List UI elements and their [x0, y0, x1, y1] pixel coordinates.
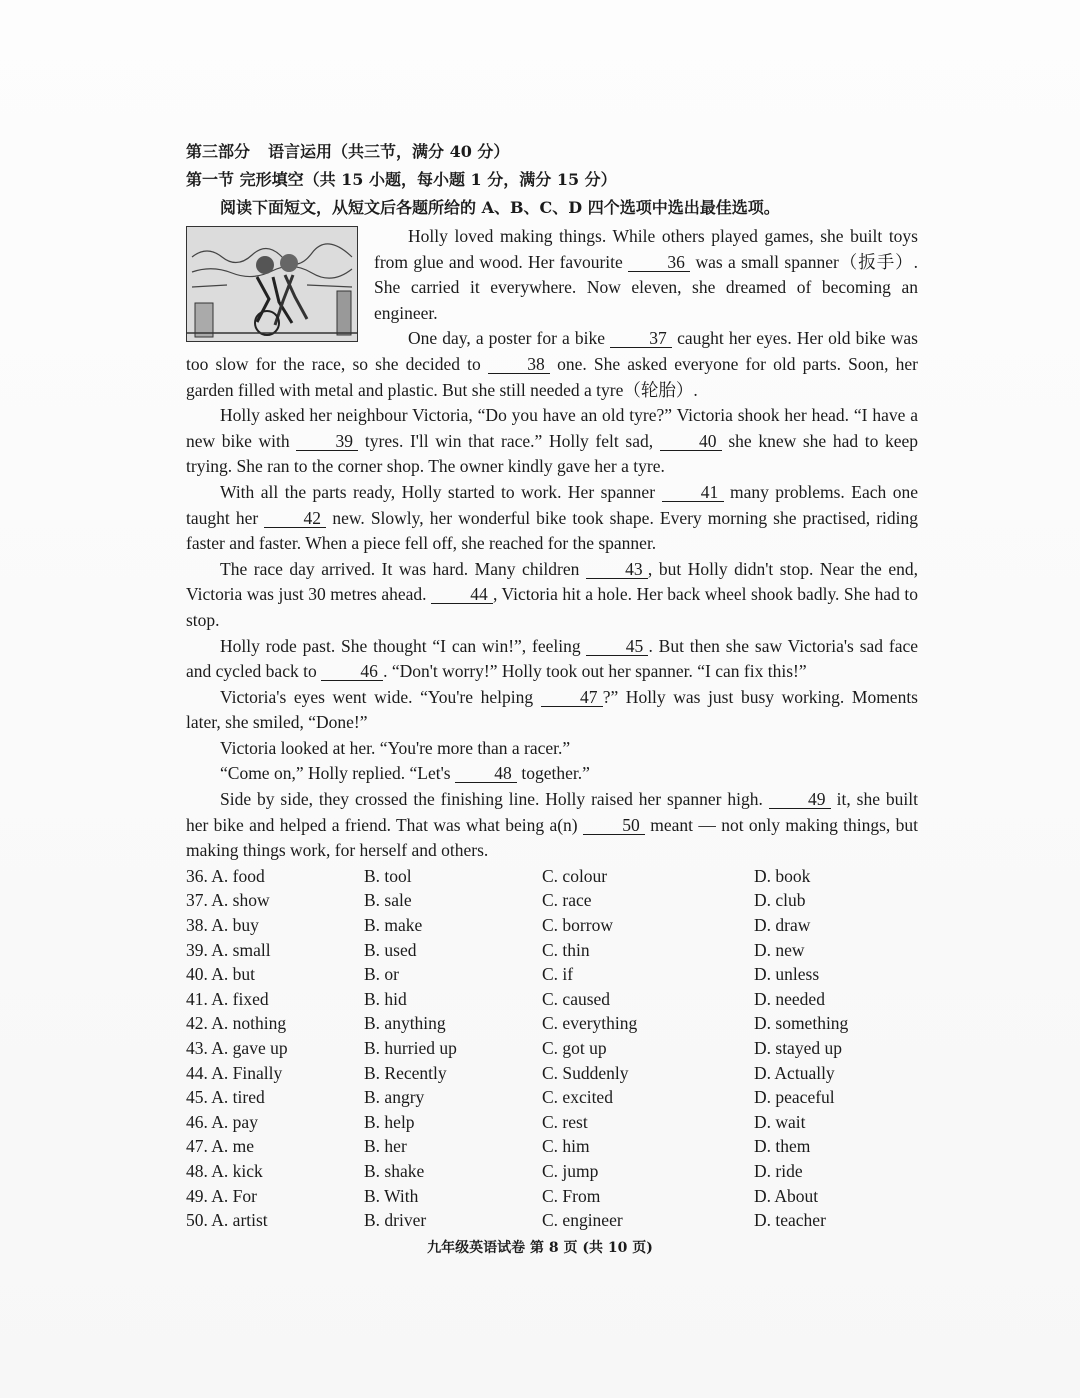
- passage-text: ?” Holly was just busy working. Moments later, she smiled, “Done!”: [186, 686, 918, 733]
- option-d: D. them: [754, 1136, 811, 1157]
- option-b: B. angry: [364, 1087, 425, 1108]
- passage-paragraph: [186, 403, 918, 480]
- option-a: 44. A. Finally: [186, 1062, 283, 1083]
- content: [186, 138, 918, 1233]
- option-a: 39. A. small: [186, 939, 271, 960]
- passage-paragraph: [186, 685, 918, 736]
- blank-37: 37: [610, 329, 672, 348]
- blank-46: 46: [321, 662, 383, 681]
- passage-text: . “Don't worry!” Holly took out her spanner. “I can fix this!”: [383, 661, 807, 682]
- option-row: [186, 1184, 918, 1209]
- option-c: C. engineer: [542, 1210, 623, 1231]
- passage-paragraph: [186, 761, 918, 787]
- option-b: B. anything: [364, 1013, 446, 1034]
- option-row: [186, 888, 918, 913]
- passage-text: . But then she saw Victoria's sad face and cycled back to: [186, 635, 918, 682]
- passage-text: “Come on,” Holly replied. “Let's: [220, 763, 455, 784]
- blank-45: 45: [586, 637, 648, 656]
- passage-text: caught her eyes. Her old bike was too slow for the race, so she decided to: [186, 328, 918, 374]
- option-a: 45. A. tired: [186, 1087, 265, 1108]
- option-d: D. something: [754, 1013, 849, 1034]
- passage-text: With all the parts ready, Holly started to work. Her spanner: [220, 481, 662, 502]
- option-c: C. jump: [542, 1160, 599, 1181]
- option-d: D. draw: [754, 915, 811, 936]
- passage-text: Holly loved making things. While others played games, she built toys from glue and wood. Her favourite: [374, 226, 918, 272]
- blank-44: 44: [431, 585, 493, 604]
- passage-text: one. She asked everyone for old parts. Soon, her garden filled with metal and plastic. But she still needed a tyre（轮胎）.: [186, 353, 918, 400]
- option-d: D. new: [754, 939, 805, 960]
- option-d: D. needed: [754, 988, 825, 1009]
- passage-text: , Victoria hit a hole. Her back wheel shook badly. She had to stop.: [186, 584, 919, 630]
- option-a: 43. A. gave up: [186, 1038, 288, 1058]
- passage-text: Victoria looked at her. “You're more than a racer.”: [220, 737, 571, 758]
- section-subtitle: 语言运用（共三节，满分 40 分）: [268, 142, 510, 161]
- option-d: D. unless: [754, 964, 820, 985]
- option-c: C. got up: [542, 1038, 607, 1058]
- option-row: [186, 913, 918, 938]
- passage-text: she knew she had to keep trying. She ran to the corner shop. The owner kindly gave her a tyre.: [186, 430, 918, 477]
- option-c: C. excited: [542, 1087, 613, 1108]
- option-row: [186, 962, 918, 987]
- passage-text: Victoria's eyes went wide. “You're helping: [220, 686, 541, 707]
- option-c: C. everything: [542, 1013, 638, 1034]
- section-header: [186, 138, 918, 166]
- option-d: D. teacher: [754, 1210, 826, 1231]
- option-c: C. him: [542, 1136, 590, 1157]
- option-b: B. Recently: [364, 1062, 447, 1083]
- option-b: B. or: [364, 964, 399, 985]
- option-a: 37. A. show: [186, 890, 270, 911]
- option-row: [186, 864, 918, 889]
- blank-38: 38: [488, 355, 550, 374]
- option-b: B. shake: [364, 1160, 425, 1181]
- blank-43: 43: [586, 560, 648, 579]
- passage-text: Holly asked her neighbour Victoria, “Do you have an old tyre?” Victoria shook her head. “I have a new bike with: [186, 405, 918, 451]
- option-c: C. colour: [542, 865, 608, 886]
- option-row: [186, 938, 918, 963]
- story-illustration: [186, 226, 358, 342]
- option-row: [186, 1208, 918, 1233]
- option-a: 48. A. kick: [186, 1160, 263, 1181]
- option-c: C. rest: [542, 1111, 588, 1132]
- passage-text: One day, a poster for a bike: [408, 328, 611, 349]
- option-c: C. thin: [542, 939, 590, 960]
- option-b: B. hurried up: [364, 1038, 457, 1058]
- option-row: [186, 1085, 918, 1110]
- passage-text: Holly rode past. She thought “I can win!”, feeling: [220, 635, 587, 656]
- passage-paragraph: [186, 557, 918, 634]
- option-b: B. With: [364, 1185, 419, 1206]
- answer-options: [186, 864, 918, 1233]
- option-a: 49. A. For: [186, 1185, 257, 1206]
- option-b: B. used: [364, 939, 417, 960]
- option-row: [186, 1011, 918, 1036]
- option-c: C. if: [542, 964, 574, 985]
- blank-40: 40: [660, 432, 722, 451]
- option-b: B. sale: [364, 890, 412, 911]
- passage-text: many problems. Each one taught her: [186, 481, 918, 528]
- option-b: B. make: [364, 915, 423, 936]
- option-d: D. Actually: [754, 1062, 835, 1083]
- passage-text: new. Slowly, her wonderful bike took shape. Every morning she practised, riding faster and faster. When a piece fell off, she reached for the spanner.: [186, 507, 918, 554]
- option-c: C. From: [542, 1185, 601, 1206]
- option-a: 41. A. fixed: [186, 988, 269, 1009]
- option-a: 38. A. buy: [186, 915, 259, 936]
- option-c: C. borrow: [542, 915, 613, 936]
- option-a: 42. A. nothing: [186, 1013, 287, 1034]
- option-d: D. wait: [754, 1111, 806, 1132]
- blank-42: 42: [264, 509, 326, 528]
- option-row: [186, 1036, 918, 1061]
- option-a: 40. A. but: [186, 964, 256, 985]
- option-row: [186, 1061, 918, 1086]
- option-c: C. race: [542, 890, 592, 911]
- option-row: [186, 1159, 918, 1184]
- blank-41: 41: [662, 483, 724, 502]
- option-b: B. her: [364, 1136, 407, 1157]
- option-c: C. Suddenly: [542, 1062, 629, 1083]
- option-d: D. ride: [754, 1160, 803, 1181]
- option-b: B. help: [364, 1111, 415, 1132]
- option-a: 36. A. food: [186, 865, 265, 886]
- instruction: 阅读下面短文，从短文后各题所给的 A、B、C、D 四个选项中选出最佳选项。: [220, 198, 780, 217]
- option-d: D. club: [754, 890, 806, 911]
- option-d: D. stayed up: [754, 1038, 842, 1058]
- option-c: C. caused: [542, 988, 611, 1009]
- passage-text: together.”: [516, 763, 590, 784]
- option-d: D. book: [754, 865, 811, 886]
- option-d: D. About: [754, 1185, 819, 1206]
- option-row: [186, 1110, 918, 1135]
- passage-paragraph: [186, 634, 918, 685]
- option-a: 50. A. artist: [186, 1210, 268, 1231]
- blank-50: 50: [583, 816, 645, 835]
- option-row: [186, 987, 918, 1012]
- passage-paragraph: [186, 736, 918, 762]
- option-d: D. peaceful: [754, 1087, 835, 1108]
- option-a: 46. A. pay: [186, 1111, 258, 1132]
- option-a: 47. A. me: [186, 1136, 255, 1157]
- blank-47: 47: [541, 688, 603, 707]
- blank-39: 39: [296, 432, 358, 451]
- passage-text: Side by side, they crossed the finishing line. Holly raised her spanner high.: [220, 789, 769, 810]
- passage-text: , but Holly didn't stop. Near the end, Victoria was just 30 metres ahead.: [186, 558, 918, 605]
- passage-paragraph: [186, 480, 918, 557]
- passage-text: it, she built her bike and helped a friend. That was what being a(n): [186, 789, 918, 835]
- page-footer: 九年级英语试卷 第 8 页 (共 10 页): [427, 1240, 653, 1256]
- option-b: B. driver: [364, 1210, 427, 1231]
- blank-49: 49: [769, 790, 831, 809]
- passage: [186, 224, 918, 864]
- passage-text: was a small spanner（扳手）. She carried it everywhere. Now eleven, she dreamed of becoming an engineer.: [374, 251, 919, 323]
- section-title: 第三部分: [186, 142, 251, 161]
- option-b: B. tool: [364, 865, 412, 886]
- option-b: B. hid: [364, 988, 407, 1009]
- part-title: 第一节 完形填空（共 15 小题，每小题 1 分，满分 15 分）: [186, 170, 617, 189]
- passage-paragraph: [186, 787, 918, 864]
- blank-36: 36: [628, 253, 690, 272]
- blank-48: 48: [455, 764, 517, 783]
- passage-text: meant — not only making things, but making things work, for herself and others.: [186, 814, 918, 861]
- passage-text: tyres. I'll win that race.” Holly felt sad,: [358, 430, 660, 451]
- passage-text: The race day arrived. It was hard. Many children: [220, 558, 586, 579]
- option-row: [186, 1134, 918, 1159]
